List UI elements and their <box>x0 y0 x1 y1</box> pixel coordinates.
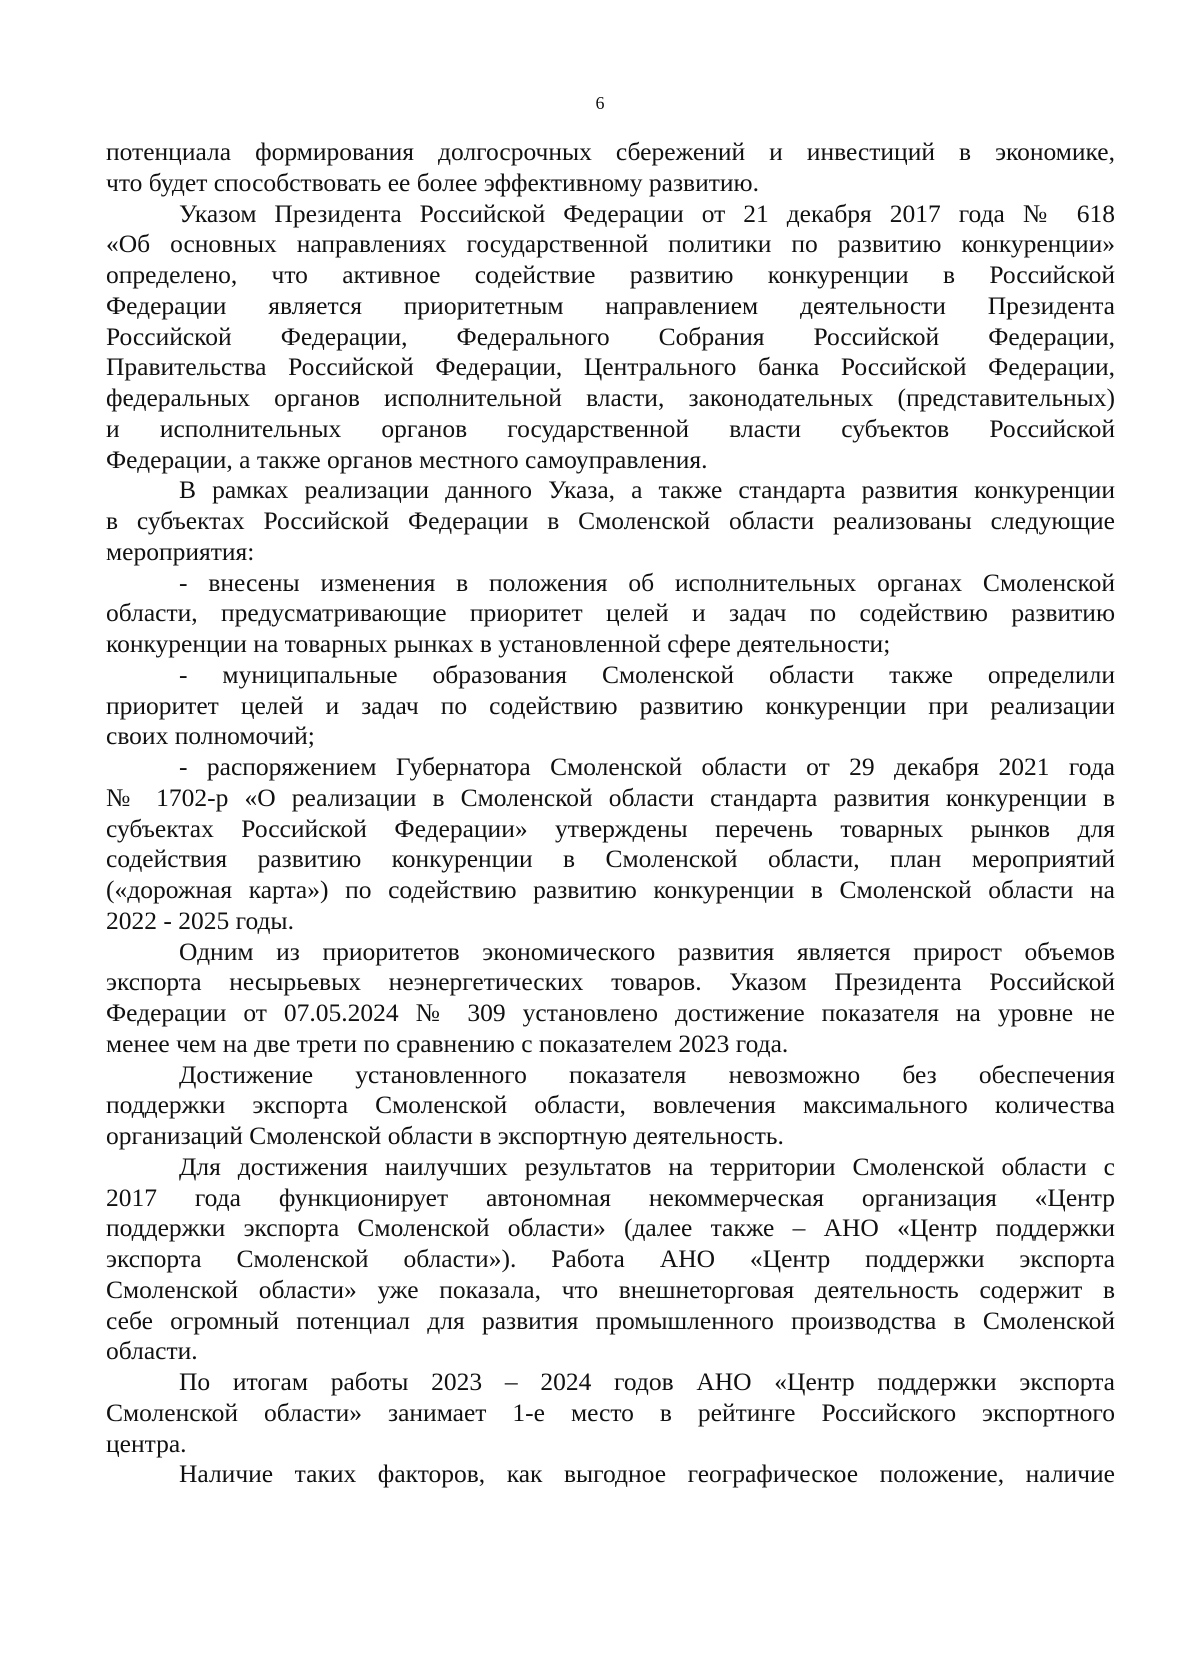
text-line: № 1702-р «О реализации в Смоленской области стандарта развития конкуренции в <box>106 782 1115 812</box>
text-line: («дорожная карта») по содействию развитию конкуренции в Смоленской области на <box>106 875 1115 904</box>
text-line: поддержки экспорта Смоленской области, вовлечения максимального количества <box>106 1090 1115 1120</box>
text-line: Достижение установленного показателя невозможно без обеспечения <box>179 1059 1115 1089</box>
text-line: поддержки экспорта Смоленской области» (далее также – АНО «Центр поддержки <box>106 1213 1115 1243</box>
text-line: Для достижения наилучших результатов на территории Смоленской области с <box>179 1151 1115 1181</box>
text-line: мероприятия: <box>106 536 255 566</box>
text-line: себе огромный потенциал для развития промышленного производства в Смоленской <box>106 1305 1115 1335</box>
text-line: субъектах Российской Федерации» утверждены перечень товарных рынков для <box>106 813 1115 843</box>
text-line: По итогам работы 2023 – 2024 годов АНО «Центр поддержки экспорта <box>179 1367 1115 1396</box>
text-line: - муниципальные образования Смоленской области также определили <box>179 659 1115 689</box>
text-line: 2017 года функционирует автономная некоммерческая организация «Центр <box>106 1182 1115 1212</box>
text-line: потенциала формирования долгосрочных сбережений и инвестиций в экономике, <box>106 137 1115 166</box>
page-number: 6 <box>595 93 605 113</box>
text-line: что будет способствовать ее более эффективному развитию. <box>106 167 759 197</box>
text-line: определено, что активное содействие развитию конкуренции в Российской <box>106 260 1115 289</box>
text-line: Смоленской области» уже показала, что внешнеторговая деятельность содержит в <box>106 1274 1115 1304</box>
text-line: Федерации является приоритетным направлением деятельности Президента <box>106 290 1115 320</box>
text-line: Одним из приоритетов экономического развития является прирост объемов <box>179 936 1115 966</box>
text-line: конкуренции на товарных рынках в установленной сфере деятельности; <box>106 629 891 658</box>
text-line: организаций Смоленской области в экспортную деятельность. <box>106 1121 784 1150</box>
text-line: области. <box>106 1336 198 1366</box>
text-line: федеральных органов исполнительной власти, законодательных (представительных) <box>106 383 1115 412</box>
text-line: 2022 - 2025 годы. <box>106 905 294 935</box>
text-line: Смоленской области» занимает 1-е место в рейтинге Российского экспортного <box>106 1397 1115 1427</box>
text-line: Федерации от 07.05.2024 № 309 установлено достижение показателя на уровне не <box>106 998 1115 1027</box>
text-line: Федерации, а также органов местного самоуправления. <box>106 444 708 474</box>
text-line: Указом Президента Российской Федерации от 21 декабря 2017 года № 618 <box>179 198 1115 228</box>
text-line: и исполнительных органов государственной власти субъектов Российской <box>106 413 1115 443</box>
text-line: области, предусматривающие приоритет целей и задач по содействию развитию <box>106 598 1115 628</box>
text-line: Наличие таких факторов, как выгодное географическое положение, наличие <box>179 1459 1115 1489</box>
text-line: Российской Федерации, Федерального Собрания Российской Федерации, <box>106 321 1115 351</box>
text-line: в субъектах Российской Федерации в Смоленской области реализованы следующие <box>106 506 1115 535</box>
text-line: менее чем на две трети по сравнению с показателем 2023 года. <box>106 1028 789 1058</box>
text-line: - распоряжением Губернатора Смоленской области от 29 декабря 2021 года <box>179 752 1115 781</box>
text-line: экспорта несырьевых неэнергетических товаров. Указом Президента Российской <box>106 967 1115 997</box>
text-line: центра. <box>106 1428 187 1458</box>
text-line: «Об основных направлениях государственной политики по развитию конкуренции» <box>106 229 1115 259</box>
body-text <box>106 137 1115 1490</box>
text-line: своих полномочий; <box>106 721 315 751</box>
text-line: содействия развитию конкуренции в Смоленской области, план мероприятий <box>106 844 1115 874</box>
text-line: В рамках реализации данного Указа, а также стандарта развития конкуренции <box>179 475 1115 505</box>
text-line: Правительства Российской Федерации, Центрального банка Российской Федерации, <box>106 352 1115 382</box>
text-line: экспорта Смоленской области»). Работа АНО «Центр поддержки экспорта <box>106 1244 1115 1273</box>
text-line: - внесены изменения в положения об исполнительных органах Смоленской <box>179 567 1115 597</box>
text-line: приоритет целей и задач по содействию развитию конкуренции при реализации <box>106 690 1115 720</box>
